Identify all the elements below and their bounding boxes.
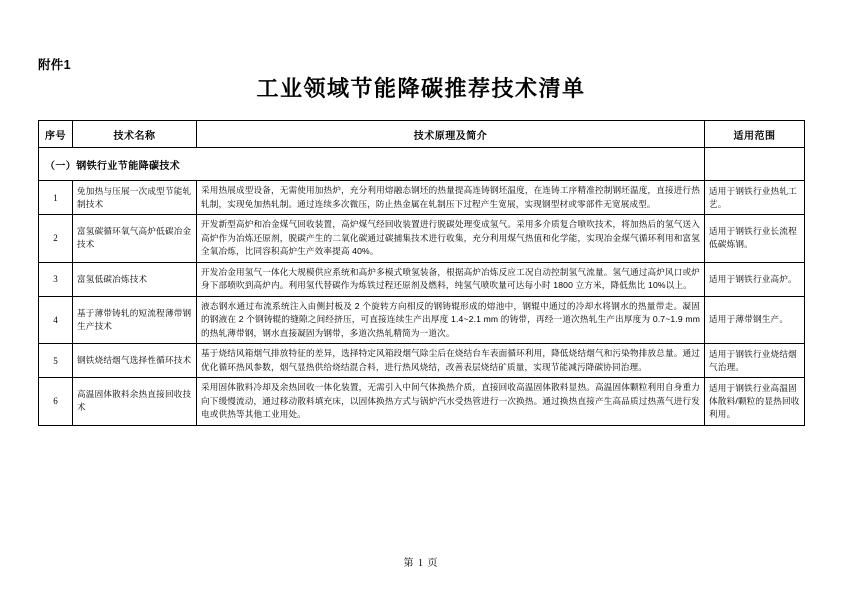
- section-title: （一）钢铁行业节能降碳技术: [39, 148, 705, 181]
- cell-applicable-scope: 适用于钢铁行业烧结烟气治理。: [705, 344, 805, 378]
- table-row: [39, 296, 805, 344]
- page-footer: 第 1 页: [403, 558, 439, 569]
- table-row: [39, 262, 805, 296]
- table-row: [39, 344, 805, 378]
- cell-sequence-number: 1: [39, 181, 73, 215]
- cell-technology-name: 高温固体散料余热直接回收技术: [73, 378, 197, 426]
- column-header-name: 技术名称: [73, 121, 197, 148]
- cell-technology-name: 富氢碳循环氧气高炉低碳冶金技术: [73, 215, 197, 263]
- table-header-row: [39, 121, 805, 148]
- cell-sequence-number: 5: [39, 344, 73, 378]
- cell-technology-description: 开发冶金用氢气一体化大规模供应系统和高炉多模式喷氢装备，根据高炉冶炼反应工况自动控制氢气流量。氢气通过高炉风口或炉身下部喷吹到高炉内。利用氢代替碳作为炼铁过程还原剂及燃料，纯氢气喷吹量可达每小时 1800 立方米，降低焦比 10%以上。: [197, 262, 705, 296]
- column-header-seq: 序号: [39, 121, 73, 148]
- cell-technology-name: 免加热与压展一次成型节能轧制技术: [73, 181, 197, 215]
- table-row: [39, 378, 805, 426]
- section-header-row: [39, 148, 805, 181]
- cell-technology-description: 液态钢水通过布流系统注入由侧封板及 2 个旋转方向相反的钢铸辊形成的熔池中，钢辊中通过的冷却水将钢水的热量带走。凝固的钢液在 2 个钢铸辊的缝隙之间经挤压，可直接连续生产出厚度 1.4~2.1 mm 的铸带，再经一道次热轧生产出厚度为 0.7~1.9 mm 的热轧薄带钢，钢水直接凝固为钢带，多道次热轧精简为一道次。: [197, 296, 705, 344]
- cell-technology-description: 开发新型高炉和冶金煤气回收装置，高炉煤气经回收装置进行脱碳处理变成氢气。采用多介质复合喷吹技术，将加热后的氢气送入高炉作为冶炼还原剂，脱碳产生的二氧化碳通过碳捕集技术进行收集，充分利用煤气热值和化学能，实现冶金煤气循环利用和富氢全氧冶炼，比同容积高炉生产效率提高 40%。: [197, 215, 705, 263]
- cell-sequence-number: 6: [39, 378, 73, 426]
- cell-applicable-scope: 适用于薄带钢生产。: [705, 296, 805, 344]
- cell-technology-description: 采用固体散料冷却及余热回收一体化装置，无需引入中间气体换热介质，直接回收高温固体散料显热。高温固体颗粒利用自身重力向下缓慢流动，通过移动散料填充床，以固体换热方式与锅炉汽水受热管进行一次换热。通过换热直接产生高品质过热蒸气进行发电或供热等其他工业用处。: [197, 378, 705, 426]
- column-header-scope: 适用范围: [705, 121, 805, 148]
- cell-technology-name: 钢铁烧结烟气选择性循环技术: [73, 344, 197, 378]
- technology-list-table: [38, 120, 805, 426]
- page-title: 工业领域节能降碳推荐技术清单: [256, 76, 586, 101]
- attachment-label: 附件1: [38, 58, 71, 72]
- table-row: [39, 215, 805, 263]
- cell-technology-description: 基于烧结风箱烟气排放特征的差异，选择特定风箱段烟气除尘后在烧结台车表面循环利用，降低烧结烟气和污染物排放总量。通过优化循环热风参数，烟气显热供给烧结混合料，进行热风烧结，改善表层烧结矿质量，实现节能减污降碳协同治理。: [197, 344, 705, 378]
- cell-applicable-scope: 适用于钢铁行业高炉。: [705, 262, 805, 296]
- table-row: [39, 181, 805, 215]
- section-scope-empty: [705, 148, 805, 181]
- cell-applicable-scope: 适用于钢铁行业高温固体散料/颗粒的显热回收利用。: [705, 378, 805, 426]
- cell-technology-name: 富氢低碳冶炼技术: [73, 262, 197, 296]
- cell-sequence-number: 3: [39, 262, 73, 296]
- cell-sequence-number: 4: [39, 296, 73, 344]
- cell-applicable-scope: 适用于钢铁行业热轧工艺。: [705, 181, 805, 215]
- column-header-desc: 技术原理及简介: [197, 121, 705, 148]
- cell-sequence-number: 2: [39, 215, 73, 263]
- cell-technology-description: 采用热展成型设备，无需使用加热炉，充分利用熔融态钢坯的热量提高连铸钢坯温度，在连铸工序精准控制钢坯温度，直接进行热轧制，实现免加热轧制。通过连续多次微压，防止热金属在轧制压下过程产生宽展，实现钢型材或零部件无宽展成型。: [197, 181, 705, 215]
- cell-technology-name: 基于薄带铸轧的短流程薄带钢生产技术: [73, 296, 197, 344]
- cell-applicable-scope: 适用于钢铁行业长流程低碳炼钢。: [705, 215, 805, 263]
